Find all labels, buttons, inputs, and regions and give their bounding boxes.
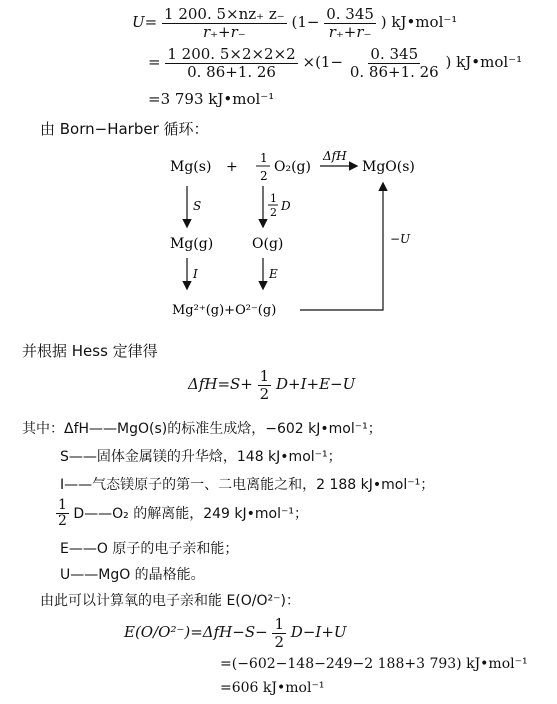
label-d: D xyxy=(281,199,291,213)
final-equation-2: =(−602−148−249−2 188+3 793) kJ•mol⁻¹ xyxy=(220,656,528,672)
mg-gas: Mg(g) xyxy=(170,236,214,252)
final-rhs: D−I+U xyxy=(290,623,347,641)
equation-substitution: = $\frac{1 200. 5\times 2\times 2\times 2}{0. 86+1. 26}$ ×(1− $\frac{0. 345}{0. 86+1. 26}$ ) kJ•mol⁻¹ xyxy=(148,45,523,81)
plus-sign: + xyxy=(226,159,238,175)
where-line-5: E——O 原子的电子亲和能； xyxy=(60,541,239,557)
half-den-d: 2 xyxy=(270,206,277,219)
mg-solid: Mg(s) xyxy=(170,159,212,175)
fraction-kapustinskii xyxy=(162,6,287,40)
fraction-correction xyxy=(324,6,376,40)
half-den: 2 xyxy=(259,384,270,403)
half-den: 2 xyxy=(58,513,67,530)
frac2-den: 0. 86+1. 26 xyxy=(349,62,439,81)
label-s: S xyxy=(193,199,202,213)
frac2-num: 0. 345 xyxy=(326,5,374,23)
where-line-6: U——MgO 的晶格能。 xyxy=(60,567,205,583)
o2-gas: O₂(g) xyxy=(274,159,311,175)
half-fraction-4 xyxy=(56,498,69,530)
where-line-2: S——固体金属镁的升华焓，148 kJ•mol⁻¹； xyxy=(60,449,342,465)
delta-f-h-label: ΔfH xyxy=(323,149,347,163)
ions-gas: Mg²⁺(g)+O²⁻(g) xyxy=(172,303,277,318)
where-line-3: I——气态镁原子的第一、二电离能之和，2 188 kJ•mol⁻¹； xyxy=(60,477,435,493)
label-e: E xyxy=(269,267,278,281)
half-fraction-final xyxy=(272,616,286,650)
mid-text: ×(1− xyxy=(302,53,344,71)
half-num-top: 1 xyxy=(260,151,268,165)
lattice-path xyxy=(300,184,383,310)
fraction-numeric-2 xyxy=(348,46,441,80)
final-lhs: E(O/O²⁻)=ΔfH−S− xyxy=(124,623,268,641)
half-fraction xyxy=(258,368,272,402)
final-equation-1 xyxy=(124,616,347,650)
frac-num: 1 200. 5×nz₊ z₋ xyxy=(164,5,285,23)
lhs-u: U xyxy=(132,13,145,31)
conclusion-intro: 由此可以计算氧的电子亲和能 E(O/O²⁻)： xyxy=(40,593,300,609)
paren-open: (1− xyxy=(291,13,320,31)
half-num: 1 xyxy=(259,367,270,385)
cycle-intro: 由 Born−Harber 循环： xyxy=(40,120,209,138)
half-num: 1 xyxy=(274,615,285,633)
half-num: 1 xyxy=(58,497,67,513)
label-minus-u: −U xyxy=(390,232,411,246)
half-num-d: 1 xyxy=(270,192,277,205)
frac2-num: 0. 345 xyxy=(370,45,419,63)
equation-lattice-energy: U= $\frac{1 200. 5\times nz_+ z_-}{r_++r_-}$ (1− $\frac{0. 345}{r_++r_-}$ ) kJ•mol⁻¹ xyxy=(132,5,458,41)
hess-intro: 并根据 Hess 定律得 xyxy=(22,342,158,360)
label-i: I xyxy=(193,267,198,281)
frac2-den: r₊+r₋ xyxy=(328,22,372,41)
final-equation-3: =606 kJ•mol⁻¹ xyxy=(220,680,325,696)
born-haber-cycle xyxy=(0,138,557,328)
hess-rhs: D+I+E−U xyxy=(276,375,356,393)
mgo-solid: MgO(s) xyxy=(362,159,415,175)
unit: kJ•mol⁻¹ xyxy=(391,13,458,31)
unit: kJ•mol⁻¹ xyxy=(456,53,523,71)
frac-den: 0. 86+1. 26 xyxy=(187,62,276,81)
frac-num: 1 200. 5×2×2×2 xyxy=(167,45,296,63)
half-den-top: 2 xyxy=(260,169,268,183)
where-line-4 xyxy=(56,498,308,530)
equation-result: =3 793 kJ•mol⁻¹ xyxy=(148,90,275,108)
line4-rest: D——O₂ 的解离能，249 kJ•mol⁻¹； xyxy=(73,505,308,522)
hess-lhs: ΔfH=S+ xyxy=(188,375,253,393)
fraction-numeric xyxy=(165,46,297,80)
o-gas: O(g) xyxy=(252,236,284,252)
where-line-1: 其中：ΔfH——MgO(s)的标准生成焓，−602 kJ•mol⁻¹； xyxy=(22,421,382,437)
frac-den: r₊+r₋ xyxy=(202,22,246,41)
hess-equation xyxy=(188,368,355,402)
half-den: 2 xyxy=(274,632,285,651)
